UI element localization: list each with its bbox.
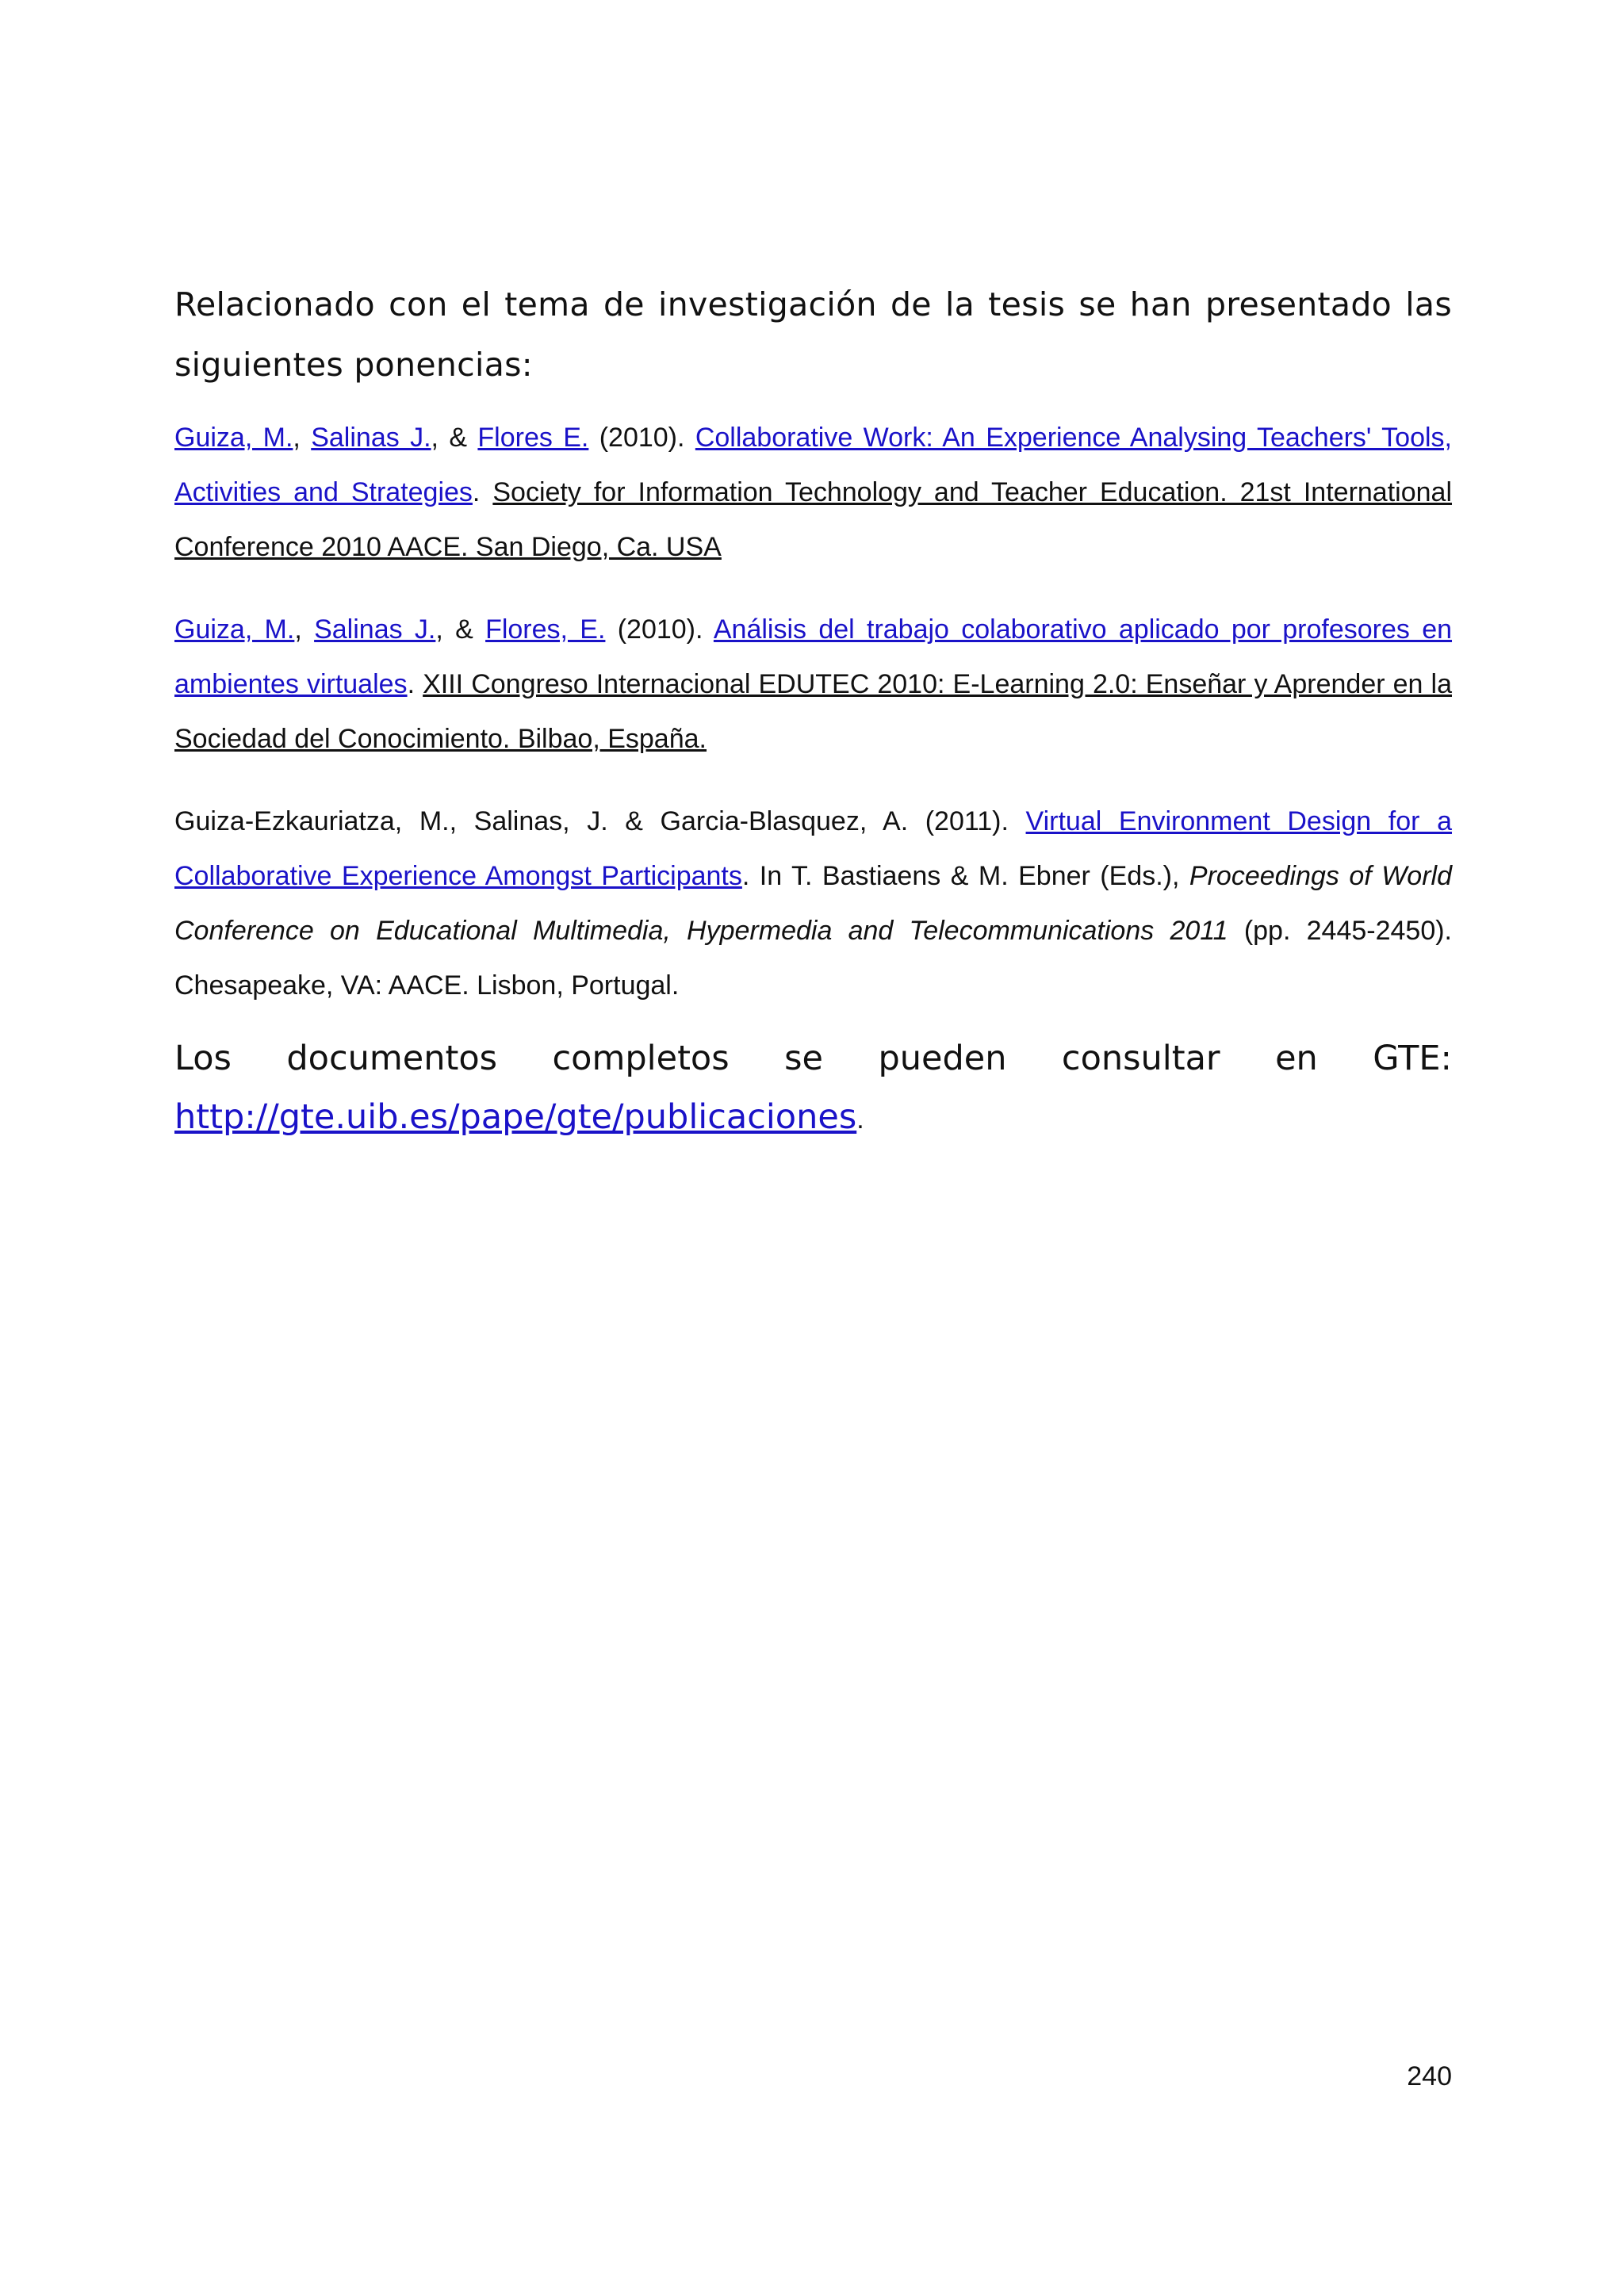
closing-word: en	[1275, 1039, 1318, 1078]
reference-2-author-2-link[interactable]: Salinas J.	[314, 614, 436, 645]
reference-1	[174, 411, 1452, 575]
closing-word: se	[784, 1039, 823, 1078]
reference-1-author-2-link[interactable]: Salinas J.	[311, 423, 431, 453]
reference-1-separator-3: .	[472, 477, 493, 507]
reference-1-author-3-link[interactable]: Flores E.	[477, 423, 589, 453]
closing-first-line	[174, 1029, 1452, 1088]
reference-2-author-3-link[interactable]: Flores, E.	[485, 614, 606, 645]
closing-word: Los	[174, 1039, 232, 1078]
gte-publications-link[interactable]: http://gte.uib.es/pape/gte/publicaciones	[174, 1097, 857, 1137]
reference-2-title-link[interactable]: Análisis del trabajo colaborativo aplicado por profesores en ambientes virtuales	[174, 614, 1453, 699]
closing-word: pueden	[878, 1039, 1007, 1078]
page-content	[174, 274, 1452, 1149]
reference-1-separator-1: ,	[293, 423, 312, 453]
closing-period: .	[856, 1104, 864, 1135]
reference-2-separator-2: , &	[435, 614, 486, 645]
reference-2	[174, 603, 1452, 767]
reference-2-venue: XIII Congreso Internacional EDUTEC 2010: E-Learning 2.0: Enseñar y Aprender en la Sociedad del Conocimiento. Bilbao, España.	[174, 669, 1452, 754]
closing-paragraph	[174, 1029, 1452, 1149]
closing-word: documentos	[286, 1039, 498, 1078]
closing-word: GTE:	[1373, 1039, 1452, 1078]
reference-3-proceedings: Proceedings of World Conference on Educational Multimedia, Hypermedia and Telecommunications 2011	[174, 861, 1452, 946]
reference-3-pages-location: (pp. 2445-2450). Chesapeake, VA: AACE. Lisbon, Portugal.	[174, 916, 1452, 1001]
reference-1-venue: Society for Information Technology and Teacher Education. 21st International Conference 2010 AACE. San Diego, Ca. USA	[174, 477, 1452, 562]
reference-1-separator-2: , &	[431, 423, 478, 453]
reference-1-author-1-link[interactable]: Guiza, M.	[174, 423, 293, 453]
reference-3	[174, 794, 1452, 1013]
page-number: 240	[1407, 2061, 1452, 2091]
reference-2-year: (2010).	[605, 614, 714, 645]
intro-paragraph: Relacionado con el tema de investigación de la tesis se han presentado las siguientes ponencias:	[174, 285, 1452, 384]
closing-word: completos	[552, 1039, 730, 1078]
reference-2-separator-3: .	[407, 669, 423, 699]
reference-3-title-link[interactable]: Virtual Environment Design for a Collaborative Experience Amongst Participants	[174, 806, 1452, 891]
reference-2-author-1-link[interactable]: Guiza, M.	[174, 614, 295, 645]
reference-3-editors: . In T. Bastiaens & M. Ebner (Eds.),	[741, 861, 1189, 891]
closing-word: consultar	[1061, 1039, 1220, 1078]
reference-2-separator-1: ,	[294, 614, 315, 645]
reference-1-year: (2010).	[588, 423, 695, 453]
closing-second-line	[174, 1088, 1452, 1149]
reference-1-title-link[interactable]: Collaborative Work: An Experience Analysing Teachers' Tools, Activities and Strategies	[174, 423, 1452, 507]
reference-3-authors: Guiza-Ezkauriatza, M., Salinas, J. & Garcia-Blasquez, A. (2011).	[174, 806, 1026, 836]
